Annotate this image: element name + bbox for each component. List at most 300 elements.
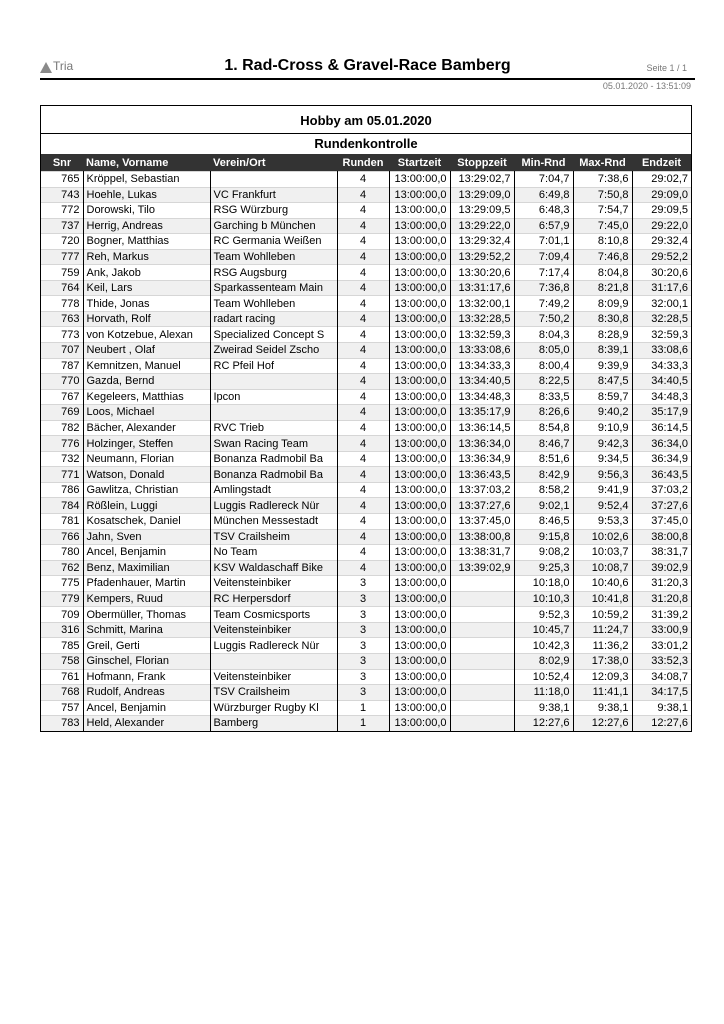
cell-start-time: 13:00:00,0 [389,203,450,219]
cell-stop-time [450,700,514,716]
cell-name: Ancel, Benjamin [83,545,210,561]
column-header-end-time: Endzeit [632,154,691,172]
table-row [41,622,691,638]
cell-snr: 743 [41,187,83,203]
cell-min-lap: 8:02,9 [514,653,573,669]
cell-laps: 4 [337,389,389,405]
cell-name: Neumann, Florian [83,451,210,467]
cell-end-time: 29:22,0 [632,218,691,234]
cell-snr: 758 [41,653,83,669]
cell-club: Veitensteinbiker [210,576,337,592]
cell-snr: 771 [41,467,83,483]
cell-club: Bonanza Radmobil Ba [210,467,337,483]
cell-stop-time: 13:39:02,9 [450,560,514,576]
cell-stop-time: 13:32:59,3 [450,327,514,343]
table-row [41,451,691,467]
cell-max-lap: 8:09,9 [573,296,632,312]
cell-end-time: 34:40,5 [632,374,691,390]
cell-laps: 4 [337,451,389,467]
cell-laps: 4 [337,482,389,498]
cell-stop-time [450,576,514,592]
table-row [41,545,691,561]
table-row [41,420,691,436]
cell-name: Held, Alexander [83,716,210,731]
cell-snr: 732 [41,451,83,467]
cell-laps: 4 [337,358,389,374]
cell-club: RC Germania Weißen [210,234,337,250]
table-row [41,218,691,234]
cell-min-lap: 6:57,9 [514,218,573,234]
cell-club: KSV Waldaschaff Bike [210,560,337,576]
cell-max-lap: 9:39,9 [573,358,632,374]
cell-start-time: 13:00:00,0 [389,296,450,312]
cell-stop-time: 13:30:20,6 [450,265,514,281]
cell-laps: 4 [337,187,389,203]
cell-name: Watson, Donald [83,467,210,483]
cell-club: Veitensteinbiker [210,669,337,685]
cell-end-time: 32:59,3 [632,327,691,343]
cell-laps: 4 [337,374,389,390]
cell-name: Kempers, Ruud [83,591,210,607]
cell-laps: 4 [337,203,389,219]
cell-min-lap: 7:09,4 [514,249,573,265]
cell-start-time: 13:00:00,0 [389,389,450,405]
cell-laps: 4 [337,405,389,421]
cell-end-time: 36:34,0 [632,436,691,452]
results-panel [40,105,692,732]
cell-snr: 768 [41,685,83,701]
cell-end-time: 29:09,5 [632,203,691,219]
cell-stop-time: 13:31:17,6 [450,280,514,296]
table-row [41,560,691,576]
cell-min-lap: 8:42,9 [514,467,573,483]
table-row [41,514,691,530]
cell-name: Rößlein, Luggi [83,498,210,514]
table-row [41,389,691,405]
cell-laps: 3 [337,685,389,701]
table-row [41,498,691,514]
cell-min-lap: 9:25,3 [514,560,573,576]
cell-club [210,172,337,188]
cell-laps: 4 [337,514,389,530]
cell-max-lap: 9:34,5 [573,451,632,467]
cell-name: Hoehle, Lukas [83,187,210,203]
cell-min-lap: 9:52,3 [514,607,573,623]
column-header-snr: Snr [41,154,83,172]
cell-snr: 777 [41,249,83,265]
cell-stop-time [450,653,514,669]
lap-control-table [41,154,691,731]
cell-min-lap: 6:48,3 [514,203,573,219]
cell-stop-time: 13:33:08,6 [450,343,514,359]
cell-start-time: 13:00:00,0 [389,280,450,296]
cell-start-time: 13:00:00,0 [389,514,450,530]
cell-stop-time: 13:29:52,2 [450,249,514,265]
cell-snr: 783 [41,716,83,731]
cell-end-time: 36:43,5 [632,467,691,483]
cell-snr: 784 [41,498,83,514]
cell-min-lap: 12:27,6 [514,716,573,731]
table-row [41,311,691,327]
cell-club: Swan Racing Team [210,436,337,452]
cell-name: Ank, Jakob [83,265,210,281]
cell-name: Ancel, Benjamin [83,700,210,716]
cell-club: Luggis Radlereck Nür [210,638,337,654]
cell-club [210,653,337,669]
table-row [41,607,691,623]
cell-max-lap: 7:45,0 [573,218,632,234]
cell-min-lap: 10:18,0 [514,576,573,592]
table-row [41,467,691,483]
cell-laps: 4 [337,343,389,359]
cell-stop-time: 13:29:22,0 [450,218,514,234]
cell-stop-time: 13:36:43,5 [450,467,514,483]
cell-name: Obermüller, Thomas [83,607,210,623]
cell-name: Rudolf, Andreas [83,685,210,701]
cell-club: Sparkassenteam Main [210,280,337,296]
cell-max-lap: 7:38,6 [573,172,632,188]
cell-start-time: 13:00:00,0 [389,405,450,421]
cell-min-lap: 8:26,6 [514,405,573,421]
cell-start-time: 13:00:00,0 [389,358,450,374]
cell-max-lap: 10:40,6 [573,576,632,592]
cell-club [210,374,337,390]
cell-snr: 764 [41,280,83,296]
cell-end-time: 31:20,8 [632,591,691,607]
table-row [41,265,691,281]
cell-name: Gazda, Bernd [83,374,210,390]
cell-club: Amlingstadt [210,482,337,498]
cell-max-lap: 8:39,1 [573,343,632,359]
table-row [41,327,691,343]
cell-max-lap: 8:28,9 [573,327,632,343]
cell-start-time: 13:00:00,0 [389,218,450,234]
cell-club: München Messestadt [210,514,337,530]
column-header-stop-time: Stoppzeit [450,154,514,172]
table-header-row [41,154,691,172]
cell-min-lap: 8:46,5 [514,514,573,530]
cell-laps: 3 [337,576,389,592]
cell-stop-time: 13:29:02,7 [450,172,514,188]
cell-stop-time [450,591,514,607]
column-header-start-time: Startzeit [389,154,450,172]
cell-stop-time [450,669,514,685]
cell-stop-time [450,685,514,701]
report-subtitle: Rundenkontrolle [314,136,418,151]
cell-start-time: 13:00:00,0 [389,187,450,203]
cell-start-time: 13:00:00,0 [389,249,450,265]
cell-max-lap: 9:52,4 [573,498,632,514]
print-datetime: 05.01.2020 - 13:51:09 [602,81,691,91]
cell-stop-time: 13:34:40,5 [450,374,514,390]
cell-snr: 778 [41,296,83,312]
cell-max-lap: 8:04,8 [573,265,632,281]
cell-name: Kröppel, Sebastian [83,172,210,188]
cell-name: Kosatschek, Daniel [83,514,210,530]
column-header-name: Name, Vorname [83,154,210,172]
table-row [41,234,691,250]
cell-name: Bächer, Alexander [83,420,210,436]
cell-end-time: 34:48,3 [632,389,691,405]
cell-laps: 3 [337,653,389,669]
cell-laps: 4 [337,529,389,545]
table-row [41,203,691,219]
cell-min-lap: 8:33,5 [514,389,573,405]
cell-club: Würzburger Rugby Kl [210,700,337,716]
cell-min-lap: 7:04,7 [514,172,573,188]
logo-text: Tria [53,59,74,73]
cell-end-time: 37:03,2 [632,482,691,498]
cell-snr: 763 [41,311,83,327]
cell-name: Dorowski, Tilo [83,203,210,219]
cell-club: Zweirad Seidel Zscho [210,343,337,359]
cell-laps: 1 [337,700,389,716]
cell-laps: 4 [337,420,389,436]
cell-min-lap: 10:52,4 [514,669,573,685]
page-header [40,56,695,78]
column-header-max-lap: Max-Rnd [573,154,632,172]
cell-end-time: 31:20,3 [632,576,691,592]
table-row [41,482,691,498]
cell-end-time: 12:27,6 [632,716,691,731]
cell-club: VC Frankfurt [210,187,337,203]
cell-start-time: 13:00:00,0 [389,420,450,436]
cell-min-lap: 10:10,3 [514,591,573,607]
cell-end-time: 38:00,8 [632,529,691,545]
cell-start-time: 13:00:00,0 [389,498,450,514]
table-row [41,280,691,296]
cell-snr: 720 [41,234,83,250]
cell-min-lap: 8:58,2 [514,482,573,498]
cell-snr: 769 [41,405,83,421]
cell-end-time: 31:39,2 [632,607,691,623]
cell-min-lap: 8:00,4 [514,358,573,374]
cell-max-lap: 8:30,8 [573,311,632,327]
table-row [41,653,691,669]
cell-end-time: 32:00,1 [632,296,691,312]
cell-stop-time [450,622,514,638]
cell-snr: 767 [41,389,83,405]
cell-laps: 4 [337,265,389,281]
table-row [41,638,691,654]
cell-club: Ipcon [210,389,337,405]
cell-min-lap: 8:22,5 [514,374,573,390]
cell-end-time: 9:38,1 [632,700,691,716]
cell-snr: 737 [41,218,83,234]
cell-min-lap: 7:36,8 [514,280,573,296]
table-row [41,716,691,731]
cell-min-lap: 11:18,0 [514,685,573,701]
cell-stop-time: 13:34:33,3 [450,358,514,374]
cell-laps: 4 [337,296,389,312]
cell-start-time: 13:00:00,0 [389,716,450,731]
cell-stop-time: 13:29:09,5 [450,203,514,219]
cell-snr: 773 [41,327,83,343]
cell-snr: 762 [41,560,83,576]
cell-end-time: 33:00,9 [632,622,691,638]
cell-end-time: 37:27,6 [632,498,691,514]
cell-club: RC Pfeil Hof [210,358,337,374]
cell-snr: 759 [41,265,83,281]
cell-max-lap: 9:38,1 [573,700,632,716]
cell-snr: 779 [41,591,83,607]
cell-end-time: 31:17,6 [632,280,691,296]
cell-name: Hofmann, Frank [83,669,210,685]
cell-start-time: 13:00:00,0 [389,172,450,188]
cell-laps: 4 [337,545,389,561]
cell-snr: 765 [41,172,83,188]
cell-club: TSV Crailsheim [210,529,337,545]
cell-min-lap: 7:17,4 [514,265,573,281]
cell-club: Team Wohlleben [210,249,337,265]
cell-min-lap: 7:50,2 [514,311,573,327]
cell-start-time: 13:00:00,0 [389,591,450,607]
cell-start-time: 13:00:00,0 [389,436,450,452]
cell-name: Greil, Gerti [83,638,210,654]
cell-start-time: 13:00:00,0 [389,685,450,701]
cell-laps: 4 [337,218,389,234]
cell-start-time: 13:00:00,0 [389,622,450,638]
cell-end-time: 38:31,7 [632,545,691,561]
cell-start-time: 13:00:00,0 [389,265,450,281]
cell-stop-time [450,607,514,623]
cell-max-lap: 8:10,8 [573,234,632,250]
cell-laps: 4 [337,280,389,296]
cell-laps: 4 [337,467,389,483]
cell-name: Jahn, Sven [83,529,210,545]
cell-name: Loos, Michael [83,405,210,421]
cell-snr: 707 [41,343,83,359]
table-row [41,685,691,701]
table-row [41,187,691,203]
cell-min-lap: 9:08,2 [514,545,573,561]
cell-club: No Team [210,545,337,561]
cell-snr: 786 [41,482,83,498]
cell-laps: 4 [337,234,389,250]
cell-snr: 776 [41,436,83,452]
cell-club: RSG Würzburg [210,203,337,219]
cell-max-lap: 12:09,3 [573,669,632,685]
cell-end-time: 39:02,9 [632,560,691,576]
cell-name: Holzinger, Steffen [83,436,210,452]
cell-snr: 785 [41,638,83,654]
cell-end-time: 36:34,9 [632,451,691,467]
cell-snr: 709 [41,607,83,623]
cell-stop-time: 13:35:17,9 [450,405,514,421]
cell-club: Luggis Radlereck Nür [210,498,337,514]
cell-max-lap: 7:46,8 [573,249,632,265]
cell-snr: 766 [41,529,83,545]
cell-max-lap: 12:27,6 [573,716,632,731]
cell-start-time: 13:00:00,0 [389,576,450,592]
cell-laps: 3 [337,638,389,654]
cell-max-lap: 9:40,2 [573,405,632,421]
cell-max-lap: 11:24,7 [573,622,632,638]
cell-laps: 3 [337,607,389,623]
cell-name: Kegeleers, Matthias [83,389,210,405]
cell-name: Gawlitza, Christian [83,482,210,498]
cell-max-lap: 7:54,7 [573,203,632,219]
cell-club: RSG Augsburg [210,265,337,281]
cell-start-time: 13:00:00,0 [389,560,450,576]
cell-snr: 775 [41,576,83,592]
cell-laps: 4 [337,498,389,514]
cell-min-lap: 8:46,7 [514,436,573,452]
cell-end-time: 37:45,0 [632,514,691,530]
cell-min-lap: 9:38,1 [514,700,573,716]
cell-max-lap: 9:53,3 [573,514,632,530]
cell-max-lap: 8:21,8 [573,280,632,296]
cell-name: Schmitt, Marina [83,622,210,638]
cell-snr: 772 [41,203,83,219]
table-row [41,358,691,374]
cell-club: Bonanza Radmobil Ba [210,451,337,467]
cell-snr: 316 [41,622,83,638]
cell-snr: 780 [41,545,83,561]
table-row [41,669,691,685]
cell-name: Neubert , Olaf [83,343,210,359]
cell-club: Team Cosmicsports [210,607,337,623]
page-number: Seite 1 / 1 [646,63,687,73]
cell-laps: 3 [337,669,389,685]
cell-stop-time: 13:36:14,5 [450,420,514,436]
cell-laps: 4 [337,249,389,265]
cell-min-lap: 8:51,6 [514,451,573,467]
cell-start-time: 13:00:00,0 [389,311,450,327]
cell-start-time: 13:00:00,0 [389,653,450,669]
cell-max-lap: 10:41,8 [573,591,632,607]
cell-end-time: 29:52,2 [632,249,691,265]
cell-club: Bamberg [210,716,337,731]
cell-snr: 781 [41,514,83,530]
cell-stop-time: 13:37:03,2 [450,482,514,498]
cell-name: Kemnitzen, Manuel [83,358,210,374]
cell-stop-time [450,638,514,654]
cell-min-lap: 7:01,1 [514,234,573,250]
cell-name: Herrig, Andreas [83,218,210,234]
cell-start-time: 13:00:00,0 [389,482,450,498]
cell-min-lap: 7:49,2 [514,296,573,312]
cell-max-lap: 17:38,0 [573,653,632,669]
cell-min-lap: 6:49,8 [514,187,573,203]
cell-club: radart racing [210,311,337,327]
cell-max-lap: 9:56,3 [573,467,632,483]
cell-laps: 3 [337,622,389,638]
cell-laps: 4 [337,172,389,188]
cell-max-lap: 11:41,1 [573,685,632,701]
cell-end-time: 34:17,5 [632,685,691,701]
cell-max-lap: 10:59,2 [573,607,632,623]
cell-stop-time: 13:29:32,4 [450,234,514,250]
cell-max-lap: 10:02,6 [573,529,632,545]
cell-end-time: 33:01,2 [632,638,691,654]
cell-max-lap: 11:36,2 [573,638,632,654]
header-divider [40,78,695,80]
cell-laps: 3 [337,591,389,607]
column-header-laps: Runden [337,154,389,172]
cell-name: Reh, Markus [83,249,210,265]
cell-end-time: 29:09,0 [632,187,691,203]
cell-stop-time: 13:37:45,0 [450,514,514,530]
cell-start-time: 13:00:00,0 [389,234,450,250]
cell-snr: 761 [41,669,83,685]
table-row [41,296,691,312]
cell-start-time: 13:00:00,0 [389,529,450,545]
cell-stop-time: 13:37:27,6 [450,498,514,514]
cell-max-lap: 9:42,3 [573,436,632,452]
cell-name: von Kotzebue, Alexan [83,327,210,343]
cell-club: Specialized Concept S [210,327,337,343]
